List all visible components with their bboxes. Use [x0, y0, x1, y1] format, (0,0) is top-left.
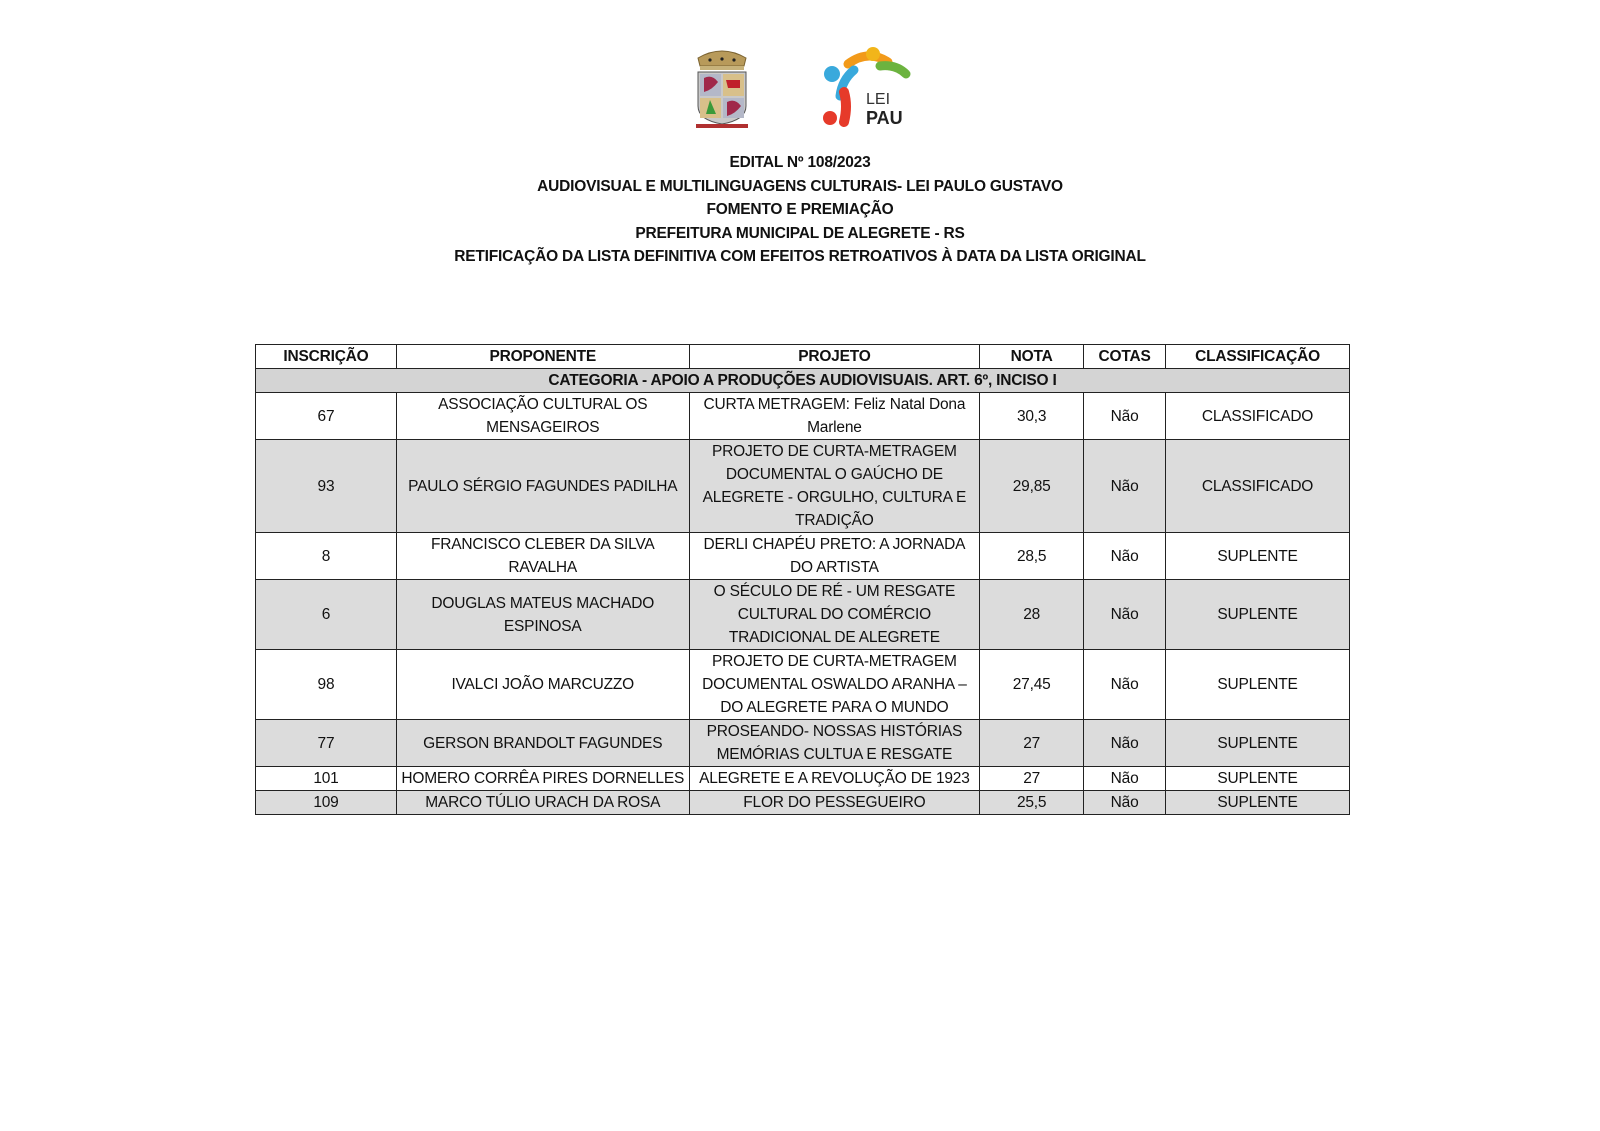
cell-classificacao: SUPLENTE — [1166, 767, 1350, 791]
cell-proponente: IVALCI JOÃO MARCUZZO — [396, 650, 689, 720]
cell-inscricao: 77 — [256, 720, 397, 767]
cell-classificacao: SUPLENTE — [1166, 650, 1350, 720]
cell-cotas: Não — [1084, 767, 1166, 791]
category-label: CATEGORIA - APOIO A PRODUÇÕES AUDIOVISUAIS. ART. 6º, INCISO I — [256, 369, 1350, 393]
document-header — [0, 151, 1600, 269]
cell-nota: 28,5 — [980, 533, 1084, 580]
cell-projeto: FLOR DO PESSEGUEIRO — [689, 791, 980, 815]
table-row — [256, 440, 1350, 533]
table-row — [256, 650, 1350, 720]
col-header-cotas: COTAS — [1084, 345, 1166, 369]
edital-program: FOMENTO E PREMIAÇÃO — [706, 201, 894, 218]
edital-subtitle: AUDIOVISUAL E MULTILINGUAGENS CULTURAIS- LEI PAULO GUSTAVO — [537, 177, 1063, 195]
cell-nota: 27,45 — [980, 650, 1084, 720]
cell-projeto: PROJETO DE CURTA-METRAGEM DOCUMENTAL O GAÚCHO DE ALEGRETE - ORGULHO, CULTURA E TRADIÇÃO — [689, 440, 980, 533]
cell-projeto: DERLI CHAPÉU PRETO: A JORNADA DO ARTISTA — [689, 533, 980, 580]
cell-cotas: Não — [1084, 393, 1166, 440]
cell-nota: 29,85 — [980, 440, 1084, 533]
table-row — [256, 580, 1350, 650]
table-row — [256, 533, 1350, 580]
cell-inscricao: 98 — [256, 650, 397, 720]
cell-nota: 27 — [980, 720, 1084, 767]
cell-inscricao: 6 — [256, 580, 397, 650]
logo-text-lei: LEI — [866, 91, 891, 108]
table-row — [256, 791, 1350, 815]
col-header-nota: NOTA — [980, 345, 1084, 369]
edital-description: RETIFICAÇÃO DA LISTA DEFINITIVA COM EFEITOS RETROATIVOS À DATA DA LISTA ORIGINAL — [454, 248, 1146, 265]
col-header-inscricao: INSCRIÇÃO — [256, 345, 397, 369]
cell-cotas: Não — [1084, 440, 1166, 533]
coat-of-arms-icon — [692, 44, 752, 129]
col-header-proponente: PROPONENTE — [396, 345, 689, 369]
lei-pau-logo-icon — [818, 44, 918, 129]
cell-proponente: PAULO SÉRGIO FAGUNDES PADILHA — [396, 440, 689, 533]
cell-projeto: ALEGRETE E A REVOLUÇÃO DE 1923 — [689, 767, 980, 791]
cell-proponente: DOUGLAS MATEUS MACHADO ESPINOSA — [396, 580, 689, 650]
cell-cotas: Não — [1084, 791, 1166, 815]
col-header-projeto: PROJETO — [689, 345, 980, 369]
cell-cotas: Não — [1084, 533, 1166, 580]
logo-text-pau: PAU — [866, 108, 903, 128]
cell-nota: 27 — [980, 767, 1084, 791]
cell-proponente: FRANCISCO CLEBER DA SILVA RAVALHA — [396, 533, 689, 580]
edital-issuer: PREFEITURA MUNICIPAL DE ALEGRETE - RS — [635, 224, 965, 242]
cell-inscricao: 101 — [256, 767, 397, 791]
logos — [0, 42, 1600, 132]
cell-nota: 28 — [980, 580, 1084, 650]
cell-proponente: HOMERO CORRÊA PIRES DORNELLES — [396, 767, 689, 791]
results-table — [255, 344, 1350, 815]
table-row — [256, 767, 1350, 791]
cell-nota: 25,5 — [980, 791, 1084, 815]
edital-title: EDITAL Nº 108/2023 — [729, 154, 871, 171]
cell-inscricao: 67 — [256, 393, 397, 440]
cell-projeto: PROJETO DE CURTA-METRAGEM DOCUMENTAL OSWALDO ARANHA – DO ALEGRETE PARA O MUNDO — [689, 650, 980, 720]
cell-cotas: Não — [1084, 720, 1166, 767]
cell-classificacao: CLASSIFICADO — [1166, 440, 1350, 533]
cell-projeto: PROSEANDO- NOSSAS HISTÓRIAS MEMÓRIAS CULTUA E RESGATE — [689, 720, 980, 767]
col-header-classificacao: CLASSIFICAÇÃO — [1166, 345, 1350, 369]
cell-classificacao: CLASSIFICADO — [1166, 393, 1350, 440]
table-row — [256, 393, 1350, 440]
cell-projeto: O SÉCULO DE RÉ - UM RESGATE CULTURAL DO COMÉRCIO TRADICIONAL DE ALEGRETE — [689, 580, 980, 650]
cell-classificacao: SUPLENTE — [1166, 720, 1350, 767]
cell-classificacao: SUPLENTE — [1166, 580, 1350, 650]
cell-cotas: Não — [1084, 580, 1166, 650]
cell-classificacao: SUPLENTE — [1166, 791, 1350, 815]
table-header-row — [256, 345, 1350, 369]
category-row — [256, 369, 1350, 393]
cell-inscricao: 8 — [256, 533, 397, 580]
cell-proponente: ASSOCIAÇÃO CULTURAL OS MENSAGEIROS — [396, 393, 689, 440]
cell-projeto: CURTA METRAGEM: Feliz Natal Dona Marlene — [689, 393, 980, 440]
cell-proponente: MARCO TÚLIO URACH DA ROSA — [396, 791, 689, 815]
cell-cotas: Não — [1084, 650, 1166, 720]
cell-nota: 30,3 — [980, 393, 1084, 440]
table-row — [256, 720, 1350, 767]
cell-inscricao: 93 — [256, 440, 397, 533]
cell-inscricao: 109 — [256, 791, 397, 815]
cell-proponente: GERSON BRANDOLT FAGUNDES — [396, 720, 689, 767]
cell-classificacao: SUPLENTE — [1166, 533, 1350, 580]
